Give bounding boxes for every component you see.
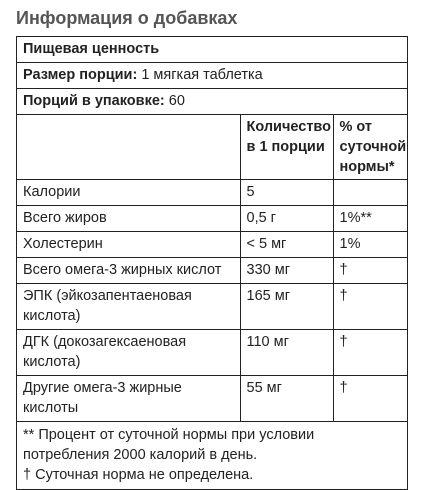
table-row — [17, 376, 407, 422]
table-row — [17, 284, 407, 330]
table-header-row — [17, 115, 407, 180]
servings-value: 60 — [168, 93, 185, 109]
nutrient-amount: 165 мг — [240, 284, 333, 330]
facts-title-row — [17, 37, 407, 63]
nutrient-dv: 1%** — [333, 206, 407, 232]
nutrient-amount: 330 мг — [240, 258, 333, 284]
nutrient-amount: 55 мг — [240, 376, 333, 422]
header-amount-cell: Количество в 1 порции — [240, 115, 333, 180]
nutrient-name: Всего жиров — [17, 206, 240, 232]
nutrient-name: Калории — [17, 180, 240, 206]
supplement-facts-panel — [16, 36, 408, 490]
nutrient-name: Холестерин — [17, 232, 240, 258]
servings-row — [17, 89, 407, 115]
nutrient-dv: † — [333, 376, 407, 422]
table-row — [17, 180, 407, 206]
header-name-cell — [17, 115, 240, 180]
serving-size-row — [17, 63, 407, 89]
facts-title: Пищевая ценность — [23, 41, 160, 57]
footnotes — [17, 422, 407, 489]
nutrient-dv: † — [333, 330, 407, 376]
page-heading: Информация о добавках — [16, 8, 238, 28]
nutrient-name: ДГК (докозагексаеновая кислота) — [17, 330, 240, 376]
header-dv-cell: % от суточной нормы* — [333, 115, 407, 180]
table-row — [17, 258, 407, 284]
servings-label: Порций в упаковке: — [23, 93, 165, 109]
nutrient-name: ЭПК (эйкозапентаеновая кислота) — [17, 284, 240, 330]
nutrient-name: Всего омега-3 жирных кислот — [17, 258, 240, 284]
serving-size-label: Размер порции: — [23, 67, 138, 83]
serving-size-value: 1 мягкая таблетка — [141, 67, 263, 83]
nutrient-amount: 110 мг — [240, 330, 333, 376]
table-row — [17, 206, 407, 232]
nutrient-amount: 5 — [240, 180, 333, 206]
nutrients-table — [17, 115, 407, 422]
table-row — [17, 330, 407, 376]
nutrient-dv — [333, 180, 407, 206]
footnote-daily-value: ** Процент от суточной нормы при условии потребления 2000 калорий в день. — [23, 427, 315, 463]
nutrient-dv: † — [333, 258, 407, 284]
nutrient-dv: † — [333, 284, 407, 330]
nutrient-amount: < 5 мг — [240, 232, 333, 258]
footnote-not-established: † Суточная норма не определена. — [23, 467, 254, 483]
nutrient-amount: 0,5 г — [240, 206, 333, 232]
table-row — [17, 232, 407, 258]
nutrient-dv: 1% — [333, 232, 407, 258]
nutrient-name: Другие омега-3 жирные кислоты — [17, 376, 240, 422]
